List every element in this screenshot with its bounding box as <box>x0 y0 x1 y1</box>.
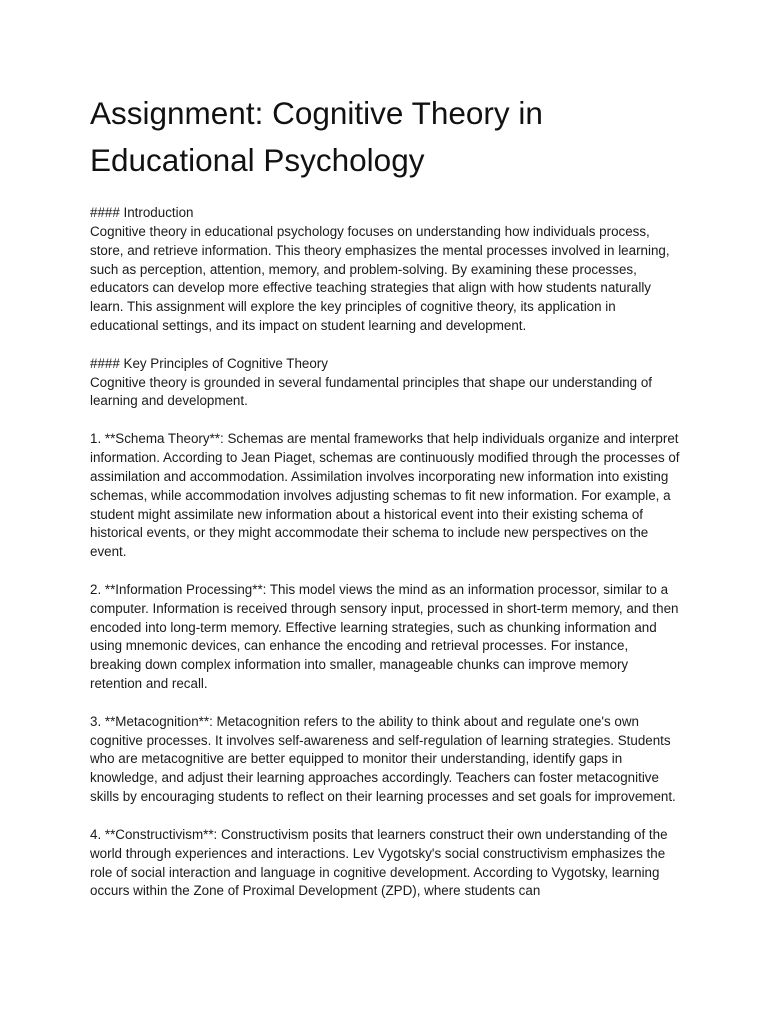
document-body <box>90 204 680 901</box>
key-principles-section <box>90 355 680 412</box>
principle-item-information-processing <box>90 581 680 694</box>
principle-item-text: 1. **Schema Theory**: Schemas are mental frameworks that help individuals organize and interpret information. According to Jean Piaget, schemas are continuously modified through the processes of assimilation and accommodation. Assimilation involves incorporating new information into existing schemas, while accommodation involves adjusting schemas to fit new information. For example, a student might assimilate new information about a historical event into their existing schema of historical events, or they might accommodate their schema to include new perspectives on the event. <box>90 431 680 560</box>
key-principles-paragraph: Cognitive theory is grounded in several fundamental principles that shape our understanding of learning and development. <box>90 374 653 409</box>
principle-item-metacognition <box>90 713 680 807</box>
introduction-heading: #### Introduction <box>90 205 194 220</box>
principle-item-constructivism <box>90 826 680 901</box>
principle-item-text: 4. **Constructivism**: Constructivism posits that learners construct their own understanding of the world through experiences and interactions. Lev Vygotsky's social constructivism emphasizes the role of social interaction and language in cognitive development. According to Vygotsky, learning occurs within the Zone of Proximal Development (ZPD), where students can <box>90 826 668 899</box>
principle-item-text: 3. **Metacognition**: Metacognition refers to the ability to think about and regulate one's own cognitive processes. It involves self-awareness and self-regulation of learning strategies. Students who are metacognitive are better equipped to monitor their understanding, identify gaps in knowledge, and adjust their learning approaches accordingly. Teachers can foster metacognitive skills by encouraging students to reflect on their learning processes and set goals for improvement. <box>90 713 676 805</box>
introduction-paragraph: Cognitive theory in educational psychology focuses on understanding how individuals process, store, and retrieve information. This theory emphasizes the mental processes involved in learning, such as perception, attention, memory, and problem-solving. By examining these processes, educators can develop more effective teaching strategies that align with how students naturally learn. This assignment will explore the key principles of cognitive theory, its application in educational settings, and its impact on student learning and development. <box>90 223 670 334</box>
key-principles-heading: #### Key Principles of Cognitive Theory <box>90 355 328 371</box>
principle-item-text: 2. **Information Processing**: This model views the mind as an information processor, similar to a computer. Information is received through sensory input, processed in short-term memory, and then encoded into long-term memory. Effective learning strategies, such as chunking information and using mnemonic devices, can enhance the encoding and retrieval processes. For instance, breaking down complex information into smaller, manageable chunks can improve memory retention and recall. <box>90 581 679 692</box>
introduction-section <box>90 204 680 336</box>
document-title: Assignment: Cognitive Theory in Educational Psychology <box>90 95 543 178</box>
document-page <box>90 90 680 920</box>
principle-item-schema-theory <box>90 430 680 562</box>
